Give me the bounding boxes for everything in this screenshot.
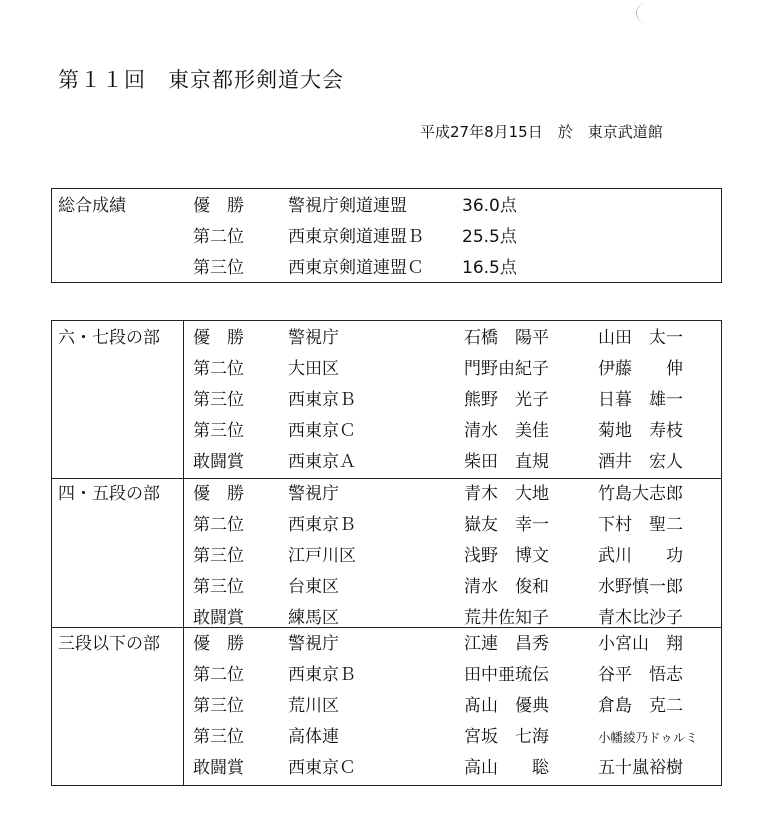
team-cell: 荒川区 [288, 696, 339, 716]
table-row [52, 447, 721, 478]
team-cell: 警視庁剣道連盟 [288, 196, 407, 216]
team-cell: 警視庁 [288, 634, 339, 654]
place-cell: 敢闘賞 [193, 608, 244, 628]
score-cell: 36.0点 [462, 196, 517, 216]
table-row [52, 191, 721, 222]
player-cell: 青木比沙子 [598, 608, 683, 628]
player-cell: 水野慎一郎 [598, 577, 683, 597]
player-cell: 嶽友 幸一 [464, 515, 549, 535]
place-cell: 優 勝 [193, 484, 244, 504]
place-cell: 第二位 [193, 665, 244, 685]
player-cell: 酒井 宏人 [598, 452, 683, 472]
player-cell: 五十嵐裕樹 [598, 758, 683, 778]
table-row [52, 753, 721, 784]
player-cell: 山田 太一 [598, 328, 683, 348]
score-cell: 25.5点 [462, 227, 517, 247]
division-divider [52, 627, 721, 628]
player-cell: 小幡綾乃ドゥルミ [598, 730, 698, 745]
table-row [52, 691, 721, 722]
player-cell: 門野由紀子 [464, 359, 549, 379]
player-cell: 菊地 寿枝 [598, 421, 683, 441]
division-name: 三段以下の部 [58, 634, 160, 654]
player-cell: 江連 昌秀 [464, 634, 549, 654]
place-cell: 第二位 [193, 359, 244, 379]
player-cell: 高山 聡 [464, 758, 549, 778]
place-cell: 第二位 [193, 227, 244, 247]
table-row [52, 629, 721, 660]
player-cell: 倉島 克二 [598, 696, 683, 716]
place-cell: 優 勝 [193, 634, 244, 654]
player-cell: 清水 俊和 [464, 577, 549, 597]
player-cell: 青木 大地 [464, 484, 549, 504]
place-cell: 第三位 [193, 696, 244, 716]
player-cell: 竹島大志郎 [598, 484, 683, 504]
scan-smudge [636, 3, 653, 23]
table-row [52, 253, 721, 284]
player-cell: 武川 功 [598, 546, 683, 566]
team-cell: 西東京剣道連盟Ｂ [288, 227, 424, 247]
team-cell: 西東京Ｃ [288, 758, 356, 778]
place-cell: 第三位 [193, 546, 244, 566]
place-cell: 第三位 [193, 421, 244, 441]
player-cell: 髙山 優典 [464, 696, 549, 716]
table-row [52, 416, 721, 447]
division-name: 四・五段の部 [58, 484, 160, 504]
team-cell: 警視庁 [288, 328, 339, 348]
team-cell: 西東京Ｂ [288, 390, 356, 410]
player-cell: 清水 美佳 [464, 421, 549, 441]
place-cell: 優 勝 [193, 196, 244, 216]
place-cell: 第二位 [193, 515, 244, 535]
player-cell: 伊藤 伸 [598, 359, 683, 379]
table-row [52, 385, 721, 416]
player-cell: 柴田 直規 [464, 452, 549, 472]
place-cell: 第三位 [193, 258, 244, 278]
table-row [52, 354, 721, 385]
place-cell: 第三位 [193, 727, 244, 747]
date-venue: 平成27年8月15日 於 東京武道館 [420, 123, 663, 141]
player-cell: 熊野 光子 [464, 390, 549, 410]
place-cell: 敢闘賞 [193, 758, 244, 778]
player-cell: 荒井佐知子 [464, 608, 549, 628]
player-cell: 宮坂 七海 [464, 727, 549, 747]
team-cell: 警視庁 [288, 484, 339, 504]
place-cell: 敢闘賞 [193, 452, 244, 472]
page-title: 第１１回 東京都形剣道大会 [58, 68, 344, 92]
place-cell: 第三位 [193, 577, 244, 597]
team-cell: 西東京剣道連盟Ｃ [288, 258, 424, 278]
overall-label: 総合成績 [58, 196, 126, 216]
place-cell: 第三位 [193, 390, 244, 410]
table-row [52, 722, 721, 753]
team-cell: 大田区 [288, 359, 339, 379]
team-cell: 高体連 [288, 727, 339, 747]
division-name: 六・七段の部 [58, 328, 160, 348]
team-cell: 西東京Ｂ [288, 515, 356, 535]
team-cell: 江戸川区 [288, 546, 356, 566]
table-row [52, 572, 721, 603]
team-cell: 練馬区 [288, 608, 339, 628]
overall-results-table [51, 188, 722, 283]
team-cell: 西東京Ｂ [288, 665, 356, 685]
player-cell: 谷平 悟志 [598, 665, 683, 685]
player-cell: 石橋 陽平 [464, 328, 549, 348]
table-row [52, 323, 721, 354]
player-cell: 田中亜琉伝 [464, 665, 549, 685]
player-cell: 下村 聖二 [598, 515, 683, 535]
table-row [52, 541, 721, 572]
table-row [52, 510, 721, 541]
player-cell: 小宮山 翔 [598, 634, 683, 654]
table-row [52, 479, 721, 510]
team-cell: 台東区 [288, 577, 339, 597]
place-cell: 優 勝 [193, 328, 244, 348]
score-cell: 16.5点 [462, 258, 517, 278]
table-row [52, 222, 721, 253]
player-cell: 日暮 雄一 [598, 390, 683, 410]
player-cell: 浅野 博文 [464, 546, 549, 566]
table-row [52, 660, 721, 691]
team-cell: 西東京Ａ [288, 452, 356, 472]
division-results-table [51, 320, 722, 786]
team-cell: 西東京Ｃ [288, 421, 356, 441]
